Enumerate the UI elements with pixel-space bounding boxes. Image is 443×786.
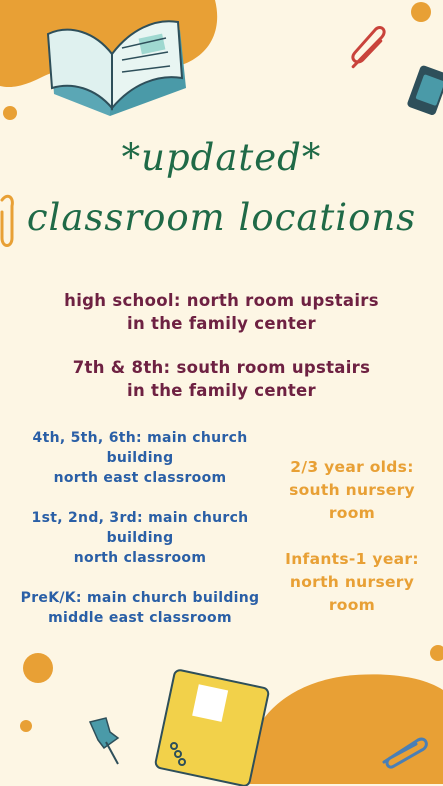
dot-bottom-left (23, 653, 53, 683)
location-line: 2/3 year olds: (262, 456, 442, 479)
title-line-1: *updated* (0, 136, 443, 179)
location-7th-8th (0, 356, 443, 402)
location-line: north east classroom (8, 468, 272, 488)
location-infants (262, 548, 442, 617)
notebook-icon (150, 666, 290, 786)
location-line: Infants-1 year: (262, 548, 442, 571)
dot-bottom-left-small (20, 720, 32, 732)
location-line: PreK/K: main church building (8, 588, 272, 608)
location-line: 4th, 5th, 6th: main church (8, 428, 272, 448)
location-line: 1st, 2nd, 3rd: main church (8, 508, 272, 528)
location-line: middle east classroom (8, 608, 272, 628)
location-line: building (8, 528, 272, 548)
location-line: room (262, 502, 442, 525)
location-1st-2nd-3rd (8, 508, 272, 568)
location-2-3-year-olds (262, 456, 442, 525)
location-line: 7th & 8th: south room upstairs (0, 356, 443, 379)
location-line: north classroom (8, 548, 272, 568)
title-line-2: classroom locations (0, 196, 443, 239)
location-line: high school: north room upstairs (0, 289, 443, 312)
location-line: in the family center (0, 379, 443, 402)
location-high-school (0, 289, 443, 335)
dot-top-right (411, 2, 431, 22)
dot-top-left (3, 106, 17, 120)
location-line: building (8, 448, 272, 468)
dot-bottom-right (430, 645, 443, 661)
eraser-icon (405, 60, 443, 120)
pushpin-icon (84, 714, 134, 774)
location-line: in the family center (0, 312, 443, 335)
paperclip-bottom-icon (378, 732, 438, 772)
open-book-icon (40, 8, 190, 118)
location-line: room (262, 594, 442, 617)
location-prek-k (8, 588, 272, 628)
paperclip-icon (350, 22, 390, 82)
location-line: south nursery (262, 479, 442, 502)
location-4th-5th-6th (8, 428, 272, 488)
location-line: north nursery (262, 571, 442, 594)
